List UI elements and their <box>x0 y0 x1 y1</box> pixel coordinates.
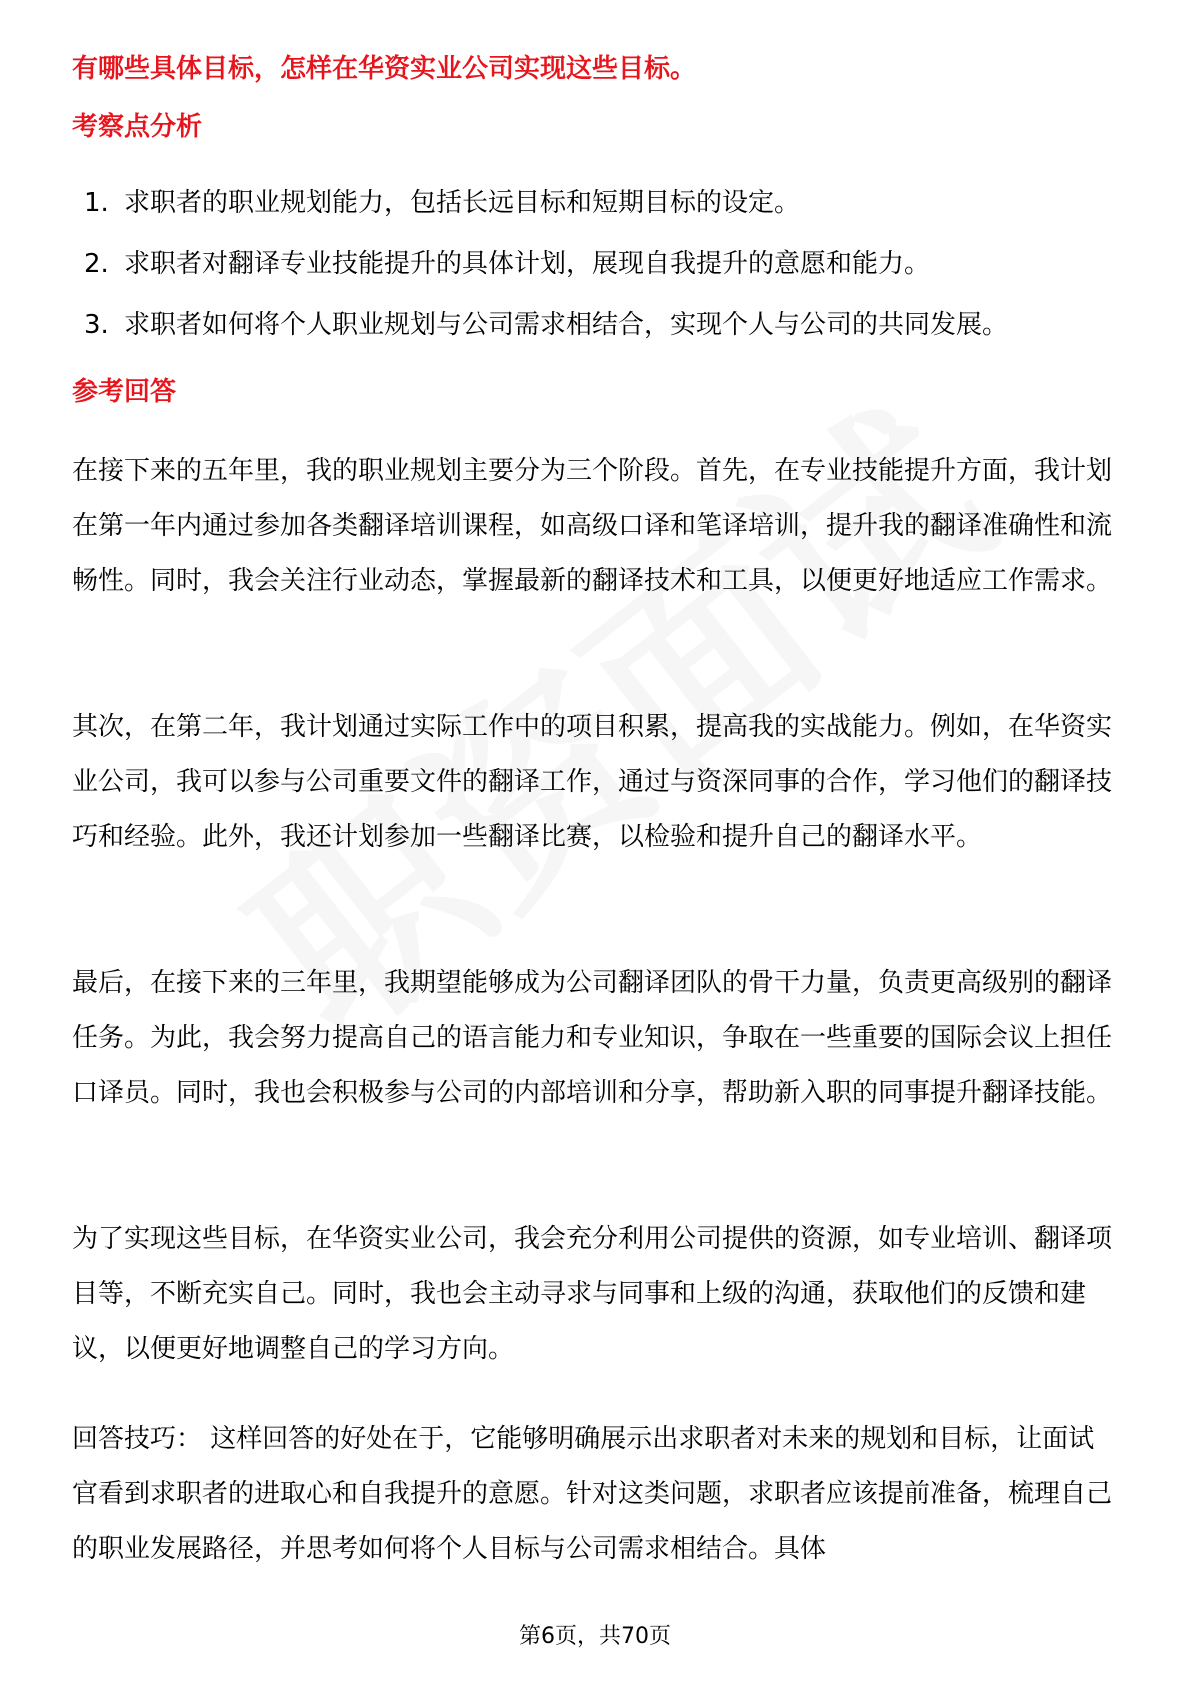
answer-tips-paragraph: 回答技巧： 这样回答的好处在于，它能够明确展示出求职者对未来的规划和目标，让面试官看到求职者的进取心和自我提升的意愿。针对这类问题，求职者应该提前准备，梳理自己的职业发展路径，并思考如何将个人目标与公司需求相结合。具体 <box>72 1424 1113 1564</box>
answer-paragraph: 最后，在接下来的三年里，我期望能够成为公司翻译团队的骨干力量，负责更高级别的翻译任务。为此，我会努力提高自己的语言能力和专业知识，争取在一些重要的国际会议上担任口译员。同时，我也会积极参与公司的内部培训和分享，帮助新入职的同事提升翻译技能。 <box>72 968 1113 1108</box>
point-text: 求职者如何将个人职业规划与公司需求相结合，实现个人与公司的共同发展。 <box>124 310 1009 340</box>
answer-paragraph: 在接下来的五年里，我的职业规划主要分为三个阶段。首先，在专业技能提升方面，我计划在第一年内通过参加各类翻译培训课程，如高级口译和笔译培训，提升我的翻译准确性和流畅性。同时，我会关注行业动态，掌握最新的翻译技术和工具，以便更好地适应工作需求。 <box>72 456 1113 596</box>
analysis-title: 考察点分析 <box>72 112 203 142</box>
point-text: 求职者的职业规划能力，包括长远目标和短期目标的设定。 <box>124 188 801 218</box>
answer-title: 参考回答 <box>72 377 177 407</box>
point-number: 1. <box>84 188 109 218</box>
analysis-point <box>84 308 1008 342</box>
point-text: 求职者对翻译专业技能提升的具体计划，展现自我提升的意愿和能力。 <box>124 249 931 279</box>
analysis-point <box>84 247 1008 281</box>
answer-paragraph: 为了实现这些目标，在华资实业公司，我会充分利用公司提供的资源，如专业培训、翻译项目等，不断充实自己。同时，我也会主动寻求与同事和上级的沟通，获取他们的反馈和建议，以便更好地调整自己的学习方向。 <box>72 1224 1113 1364</box>
point-number: 2. <box>84 249 109 279</box>
point-number: 3. <box>84 310 109 340</box>
question-heading: 有哪些具体目标，怎样在华资实业公司实现这些目标。 <box>72 54 697 84</box>
page-number-footer: 第6页，共70页 <box>519 1624 671 1649</box>
analysis-point <box>84 186 1008 220</box>
analysis-points-list <box>84 186 1008 369</box>
answer-paragraph: 其次，在第二年，我计划通过实际工作中的项目积累，提高我的实战能力。例如，在华资实业公司，我可以参与公司重要文件的翻译工作，通过与资深同事的合作，学习他们的翻译技巧和经验。此外，我还计划参加一些翻译比赛，以检验和提升自己的翻译水平。 <box>72 712 1113 852</box>
